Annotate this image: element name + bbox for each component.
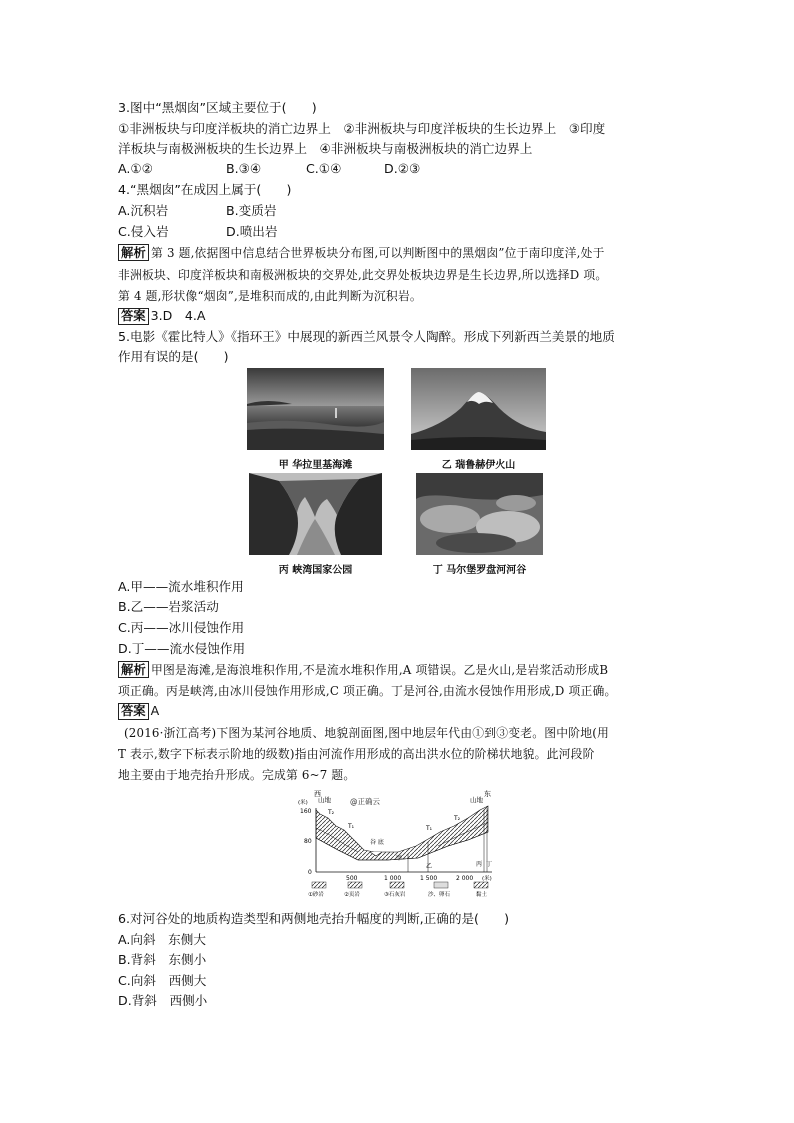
q5-choice-c: C.丙——冰川侵蚀作用 bbox=[118, 620, 245, 635]
q3-choice-a: A.①② bbox=[118, 161, 153, 176]
q3-stem: 3.图中“黑烟囱”区域主要位于( ) bbox=[118, 100, 317, 115]
y-tick-160: 160 bbox=[300, 808, 312, 815]
point-ding: 丁 bbox=[486, 861, 493, 868]
q6-choice-c: C.向斜 西侧大 bbox=[118, 973, 207, 988]
x-tick-500: 500 bbox=[346, 875, 358, 882]
q3-choice-d: D.②③ bbox=[384, 161, 421, 176]
legend-clay: 黏土 bbox=[476, 892, 488, 898]
terrace-east-t1: T₁ bbox=[426, 825, 433, 832]
photo-river-valley bbox=[416, 473, 543, 555]
q6-choice-d: D.背斜 西侧小 bbox=[118, 993, 208, 1008]
photo-fjord bbox=[249, 473, 382, 555]
label-west-mountain: 山地 bbox=[318, 796, 331, 804]
intro-line2: T 表示,数字下标表示阶地的级数)指由河流作用形成的高出洪水位的阶梯状地貌。此河段阶 bbox=[118, 747, 595, 761]
legend-shale: ②页岩 bbox=[344, 892, 360, 898]
q4-choice-c: C.侵入岩 bbox=[118, 224, 169, 239]
q5-choice-a: A.甲——流水堆积作用 bbox=[118, 579, 244, 594]
caption-bing: 丙 峡湾国家公园 bbox=[278, 565, 353, 576]
q6-choice-b: B.背斜 东侧小 bbox=[118, 952, 207, 967]
intro-line1: (2016·浙江高考)下图为某河谷地质、地貌剖面图,图中地层年代由①到③变老。图中阶地(用 bbox=[124, 726, 610, 740]
photo-beach bbox=[247, 368, 384, 450]
q5-stem-line1: 5.电影《霍比特人》《指环王》中展现的新西兰风景令人陶醉。形成下列新西兰美景的地质 bbox=[118, 329, 615, 344]
x-tick-1500: 1 500 bbox=[420, 875, 438, 882]
x-unit: (米) bbox=[482, 876, 492, 882]
analysis-2-line2: 项正确。丙是峡湾,由冰川侵蚀作用形成,C 项正确。丁是河谷,由流水侵蚀作用形成,D 项正确。 bbox=[118, 684, 617, 698]
q3-choice-b: B.③④ bbox=[226, 161, 262, 176]
answer-tag: 答案 bbox=[118, 308, 149, 325]
q3-options-line1: ①非洲板块与印度洋板块的消亡边界上 ②非洲板块与印度洋板块的生长边界上 ③印度 bbox=[118, 121, 606, 136]
q4-stem: 4.“黑烟囱”在成因上属于( ) bbox=[118, 182, 292, 197]
point-bing: 丙 bbox=[476, 861, 483, 868]
q5-choice-d: D.丁——流水侵蚀作用 bbox=[118, 641, 246, 656]
x-tick-2000: 2 000 bbox=[456, 875, 474, 882]
q4-choice-d: D.喷出岩 bbox=[226, 224, 278, 239]
analysis-2-line1: 解析 甲图是海滩,是海浪堆积作用,不是流水堆积作用,A 项错误。乙是火山,是岩浆活动形成B bbox=[118, 660, 608, 680]
q4-choice-b: B.变质岩 bbox=[226, 203, 277, 218]
caption-jia: 甲 华拉里基海滩 bbox=[278, 460, 353, 471]
analysis-tag: 解析 bbox=[118, 244, 149, 261]
answer-tag-2: 答案 bbox=[118, 703, 149, 720]
terrace-west-t1: T₁ bbox=[348, 823, 355, 830]
analysis-1-line2: 非洲板块、印度洋板块和南极洲板块的交界处,此交界处板块边界是生长边界,所以选择D 项。 bbox=[118, 268, 608, 282]
point-yi: 乙 bbox=[426, 863, 433, 870]
q4-choice-a: A.沉积岩 bbox=[118, 203, 169, 218]
y-tick-80: 80 bbox=[304, 838, 312, 845]
q5-stem-line2: 作用有误的是( ) bbox=[118, 349, 229, 364]
y-unit: (米) bbox=[298, 800, 308, 806]
intro-line3: 地主要由于地壳抬升形成。完成第 6~7 题。 bbox=[118, 768, 356, 782]
label-east-mountain: 山地 bbox=[470, 796, 483, 804]
y-tick-0: 0 bbox=[308, 869, 312, 876]
caption-ding: 丁 马尔堡罗盘河河谷 bbox=[432, 565, 527, 576]
legend-sand-pebble: 沙、卵石 bbox=[428, 892, 451, 898]
q5-choice-b: B.乙——岩浆活动 bbox=[118, 599, 219, 614]
answer-1: 答案 3.D 4.A bbox=[118, 306, 206, 326]
label-valley-bottom: 谷 底 bbox=[370, 839, 384, 846]
q6-stem: 6.对河谷处的地质构造类型和两侧地壳抬升幅度的判断,正确的是( ) bbox=[118, 911, 510, 926]
photo-volcano bbox=[411, 368, 546, 450]
point-jia: 甲 bbox=[396, 855, 403, 862]
terrace-west-t2: T₂ bbox=[328, 809, 335, 816]
q3-options-line2: 洋板块与南极洲板块的生长边界上 ④非洲板块与南极洲板块的消亡边界上 bbox=[118, 141, 533, 156]
analysis-tag-2: 解析 bbox=[118, 661, 149, 678]
q6-choice-a: A.向斜 东侧大 bbox=[118, 932, 206, 947]
terrace-east-t2: T₂ bbox=[454, 815, 461, 822]
q3-choice-c: C.①④ bbox=[306, 161, 342, 176]
answer-2: 答案 A bbox=[118, 701, 159, 721]
label-east: 东 bbox=[484, 790, 491, 798]
legend-limestone: ③石灰岩 bbox=[384, 892, 406, 898]
legend-sandstone: ①砂岩 bbox=[308, 892, 324, 898]
valley-cross-section-diagram bbox=[298, 788, 498, 902]
analysis-1-line1: 解析 第 3 题,依据图中信息结合世界板块分布图,可以判断图中的黑烟囱”位于南印度洋,处于 bbox=[118, 243, 605, 263]
x-tick-1000: 1 000 bbox=[384, 875, 402, 882]
label-west: 西 bbox=[314, 790, 321, 798]
watermark: @正确云 bbox=[350, 797, 380, 806]
caption-yi: 乙 瑞鲁赫伊火山 bbox=[441, 460, 516, 471]
analysis-1-line3: 第 4 题,形状像“烟囱”,是堆积而成的,由此判断为沉积岩。 bbox=[118, 289, 422, 303]
